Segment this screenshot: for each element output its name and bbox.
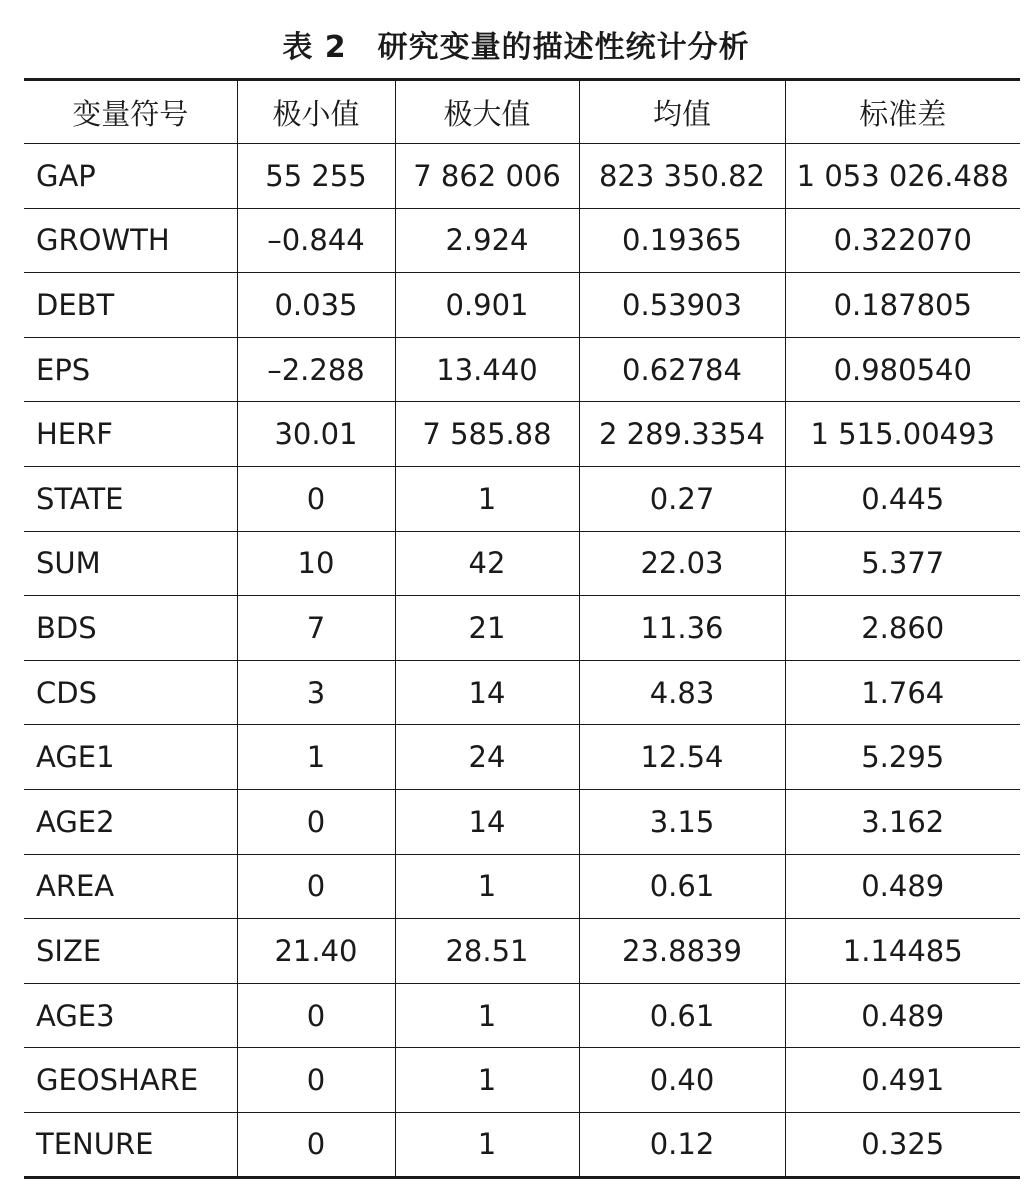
min-cell: 1 [237,725,395,790]
std-cell: 0.491 [785,1048,1020,1113]
table-row [24,337,1020,402]
std-cell: 3.162 [785,789,1020,854]
mean-cell: 0.61 [579,983,785,1048]
min-cell: 10 [237,531,395,596]
std-cell: 1 053 026.488 [785,144,1020,209]
max-cell: 14 [395,789,579,854]
std-cell: 0.322070 [785,208,1020,273]
std-cell: 0.445 [785,466,1020,531]
max-cell: 1 [395,1048,579,1113]
std-cell: 0.325 [785,1112,1020,1177]
variable-cell: BDS [24,596,237,661]
variable-cell: GAP [24,144,237,209]
variable-cell: SUM [24,531,237,596]
std-cell: 0.489 [785,854,1020,919]
variable-cell: AREA [24,854,237,919]
mean-cell: 12.54 [579,725,785,790]
table-row [24,596,1020,661]
table-row [24,208,1020,273]
std-cell: 1.764 [785,660,1020,725]
max-cell: 1 [395,983,579,1048]
min-cell: 0 [237,1048,395,1113]
table-row [24,660,1020,725]
max-cell: 1 [395,466,579,531]
table-row [24,919,1020,984]
mean-cell: 2 289.3354 [579,402,785,467]
mean-cell: 11.36 [579,596,785,661]
max-cell: 21 [395,596,579,661]
min-cell: 55 255 [237,144,395,209]
max-cell: 13.440 [395,337,579,402]
header-row [24,80,1020,144]
mean-cell: 23.8839 [579,919,785,984]
min-cell: 0 [237,789,395,854]
std-cell: 5.295 [785,725,1020,790]
table-row [24,854,1020,919]
max-cell: 7 585.88 [395,402,579,467]
mean-cell: 0.61 [579,854,785,919]
mean-cell: 4.83 [579,660,785,725]
mean-cell: 0.40 [579,1048,785,1113]
max-cell: 14 [395,660,579,725]
std-cell: 1 515.00493 [785,402,1020,467]
min-cell: 0 [237,983,395,1048]
descriptive-statistics-table [24,78,1020,1179]
variable-cell: SIZE [24,919,237,984]
table-row [24,983,1020,1048]
std-cell: 5.377 [785,531,1020,596]
std-cell: 2.860 [785,596,1020,661]
variable-cell: DEBT [24,273,237,338]
max-cell: 42 [395,531,579,596]
variable-cell: GEOSHARE [24,1048,237,1113]
variable-cell: AGE3 [24,983,237,1048]
min-cell: 30.01 [237,402,395,467]
table-row [24,402,1020,467]
max-cell: 24 [395,725,579,790]
variable-cell: GROWTH [24,208,237,273]
mean-cell: 3.15 [579,789,785,854]
min-cell: 0 [237,1112,395,1177]
mean-cell: 0.12 [579,1112,785,1177]
max-cell: 28.51 [395,919,579,984]
min-cell: 0.035 [237,273,395,338]
table-row [24,725,1020,790]
table-row [24,1048,1020,1113]
header-std: 标准差 [785,80,1020,144]
mean-cell: 0.62784 [579,337,785,402]
table-title: 表 2 研究变量的描述性统计分析 [282,30,750,65]
table-row [24,1112,1020,1177]
mean-cell: 823 350.82 [579,144,785,209]
mean-cell: 22.03 [579,531,785,596]
min-cell: –2.288 [237,337,395,402]
std-cell: 1.14485 [785,919,1020,984]
max-cell: 0.901 [395,273,579,338]
table-row [24,789,1020,854]
variable-cell: AGE1 [24,725,237,790]
variable-cell: AGE2 [24,789,237,854]
table-row [24,273,1020,338]
mean-cell: 0.27 [579,466,785,531]
std-cell: 0.187805 [785,273,1020,338]
min-cell: 0 [237,854,395,919]
table-row [24,466,1020,531]
max-cell: 1 [395,854,579,919]
std-cell: 0.489 [785,983,1020,1048]
variable-cell: HERF [24,402,237,467]
variable-cell: CDS [24,660,237,725]
table-row [24,531,1020,596]
variable-cell: EPS [24,337,237,402]
variable-cell: TENURE [24,1112,237,1177]
mean-cell: 0.19365 [579,208,785,273]
header-max: 极大值 [395,80,579,144]
header-variable: 变量符号 [24,80,237,144]
max-cell: 7 862 006 [395,144,579,209]
max-cell: 2.924 [395,208,579,273]
min-cell: –0.844 [237,208,395,273]
min-cell: 0 [237,466,395,531]
table-row [24,144,1020,209]
min-cell: 7 [237,596,395,661]
variable-cell: STATE [24,466,237,531]
mean-cell: 0.53903 [579,273,785,338]
header-mean: 均值 [579,80,785,144]
std-cell: 0.980540 [785,337,1020,402]
header-min: 极小值 [237,80,395,144]
min-cell: 21.40 [237,919,395,984]
max-cell: 1 [395,1112,579,1177]
min-cell: 3 [237,660,395,725]
